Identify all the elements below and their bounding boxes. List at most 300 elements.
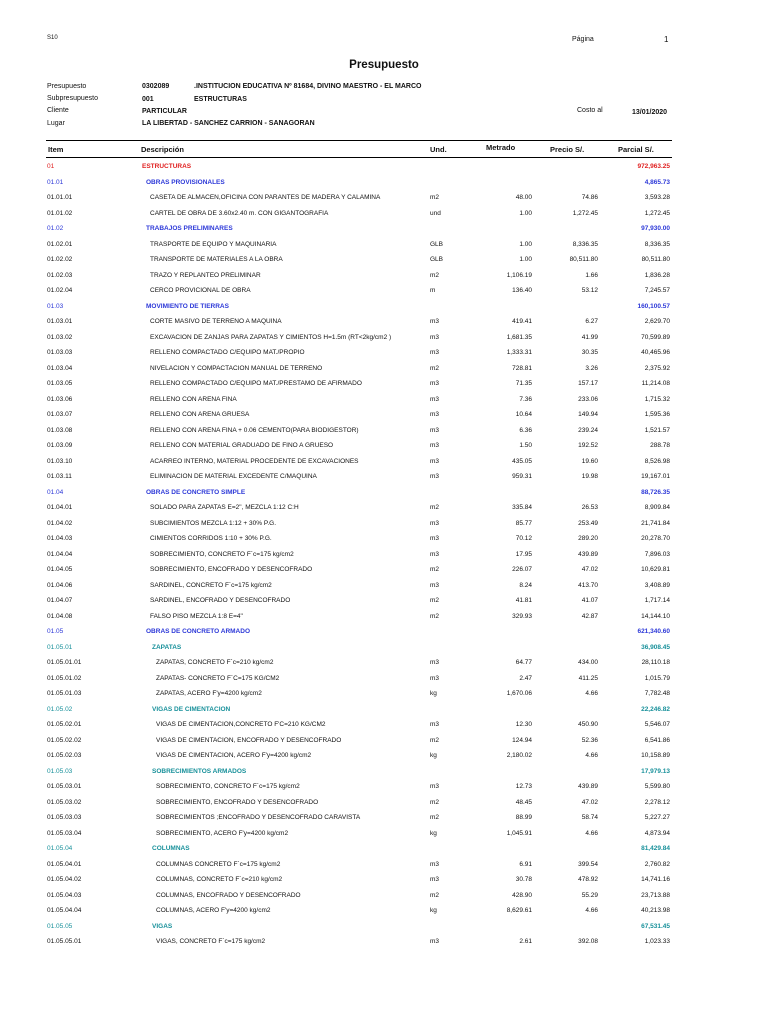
item-cell: 01.05.03 (47, 767, 73, 775)
item-cell: 01.04.03 (47, 535, 73, 542)
description-cell: SARDINEL, ENCOFRADO Y DESENCOFRADO (150, 597, 291, 604)
table-row (0, 315, 768, 331)
table-row (0, 904, 768, 920)
item-cell: 01.01.01 (47, 194, 73, 201)
table-row (0, 594, 768, 610)
precio-cell: 192.52 (578, 442, 598, 449)
precio-cell: 392.08 (578, 938, 598, 945)
unit-cell: m3 (430, 411, 440, 418)
precio-cell: 41.07 (581, 597, 598, 604)
parcial-cell: 22,246.82 (641, 705, 670, 713)
unit-cell: m3 (430, 442, 440, 449)
item-cell: 01.03.01 (47, 318, 73, 325)
parcial-cell: 20,278.70 (641, 535, 670, 542)
table-row (0, 284, 768, 300)
precio-cell: 53.12 (581, 287, 598, 294)
unit-cell: m (430, 287, 436, 294)
table-row (0, 780, 768, 796)
description-cell: COLUMNAS, CONCRETO F´c=210 kg/cm2 (156, 876, 283, 883)
parcial-cell: 4,865.73 (644, 178, 670, 186)
presupuesto-label: Presupuesto (47, 83, 87, 90)
item-cell: 01.01 (47, 178, 64, 186)
metrado-cell: 1,670.06 (506, 690, 532, 697)
item-cell: 01.05.02.02 (47, 736, 82, 744)
col-und: Und. (430, 145, 447, 154)
page-label: Página (572, 36, 594, 43)
precio-cell: 8,336.35 (572, 240, 598, 248)
parcial-cell: 1,715.32 (644, 395, 670, 403)
item-cell: 01.03.08 (47, 426, 73, 434)
table-row (0, 377, 768, 393)
table-row (0, 656, 768, 672)
unit-cell: m3 (430, 721, 440, 728)
item-cell: 01.02.03 (47, 271, 73, 279)
precio-cell: 4.66 (585, 829, 598, 837)
unit-cell: m2 (430, 798, 440, 806)
system-code: S10 (47, 35, 58, 41)
unit-cell: und (430, 209, 441, 217)
table-row (0, 455, 768, 471)
parcial-cell: 1,023.33 (644, 938, 670, 945)
cliente-value: PARTICULAR (142, 108, 187, 115)
parcial-cell: 10,629.81 (641, 566, 670, 573)
precio-cell: 30.35 (581, 349, 598, 356)
parcial-cell: 1,015.79 (644, 674, 670, 682)
unit-cell: m3 (430, 674, 440, 682)
precio-cell: 47.02 (581, 798, 598, 806)
item-cell: 01.04 (47, 488, 64, 496)
item-cell: 01.02.02 (47, 256, 73, 263)
unit-cell: GLB (430, 256, 444, 263)
table-row (0, 935, 768, 951)
precio-cell: 4.66 (585, 907, 598, 914)
parcial-cell: 1,836.28 (644, 271, 670, 279)
parcial-cell: 81,429.84 (641, 845, 670, 852)
item-cell: 01 (47, 163, 55, 170)
parcial-cell: 1,595.36 (644, 411, 670, 418)
description-cell: SOBRECIMIENTOS ;ENCOFRADO Y DESENCOFRADO CARAVISTA (156, 814, 361, 821)
description-cell: SOBRECIMIENTO, ENCOFRADO Y DESENCOFRADO (156, 798, 319, 806)
item-cell: 01.05.02 (47, 705, 73, 713)
description-cell: CARTEL DE OBRA DE 3.60x2.40 m. CON GIGANTOGRAFIA (150, 209, 329, 217)
description-cell: OBRAS PROVISIONALES (146, 178, 225, 186)
item-cell: 01.05.04.03 (47, 891, 82, 899)
description-cell: RELLENO CON ARENA GRUESA (150, 411, 250, 418)
costo-date: 13/01/2020 (632, 109, 668, 116)
table-row (0, 610, 768, 626)
item-cell: 01.05.04.01 (47, 860, 82, 868)
parcial-cell: 40,465.96 (641, 349, 670, 356)
metrado-cell: 12.73 (515, 783, 532, 790)
unit-cell: m2 (430, 364, 440, 372)
lugar-label: Lugar (47, 120, 65, 127)
description-cell: OBRAS DE CONCRETO SIMPLE (146, 488, 246, 496)
parcial-cell: 160,100.57 (637, 302, 670, 310)
item-cell: 01.05.01.02 (47, 674, 82, 682)
description-cell: COLUMNAS, ENCOFRADO Y DESENCOFRADO (156, 891, 301, 899)
unit-cell: m3 (430, 659, 440, 666)
parcial-cell: 2,760.82 (644, 860, 670, 868)
description-cell: ZAPATAS (152, 643, 182, 651)
table-row (0, 424, 768, 440)
table-row (0, 718, 768, 734)
unit-cell: m2 (430, 612, 440, 620)
table-row (0, 687, 768, 703)
metrado-cell: 64.77 (515, 659, 532, 666)
precio-cell: 55.29 (581, 891, 598, 899)
precio-cell: 239.24 (578, 426, 598, 434)
precio-cell: 74.86 (581, 194, 598, 201)
unit-cell: m2 (430, 194, 440, 201)
table-row (0, 579, 768, 595)
precio-cell: 233.06 (578, 395, 598, 403)
item-cell: 01.05.04 (47, 845, 73, 852)
parcial-cell: 3,408.89 (644, 581, 670, 589)
col-parcial: Parcial S/. (618, 145, 654, 154)
description-cell: VIGAS DE CIMENTACION (152, 705, 231, 713)
parcial-cell: 23,713.88 (641, 891, 670, 899)
parcial-cell: 972,963.25 (637, 163, 670, 170)
item-cell: 01.04.05 (47, 566, 73, 573)
unit-cell: kg (430, 829, 437, 837)
presupuesto-code: 0302089 (142, 83, 170, 90)
table-row (0, 346, 768, 362)
precio-cell: 41.99 (581, 333, 598, 341)
table-row (0, 811, 768, 827)
precio-cell: 19.98 (581, 473, 598, 480)
unit-cell: m2 (430, 891, 440, 899)
table-row (0, 486, 768, 502)
description-cell: SARDINEL, CONCRETO F´c=175 kg/cm2 (150, 581, 272, 589)
parcial-cell: 2,278.12 (644, 798, 670, 806)
table-row (0, 501, 768, 517)
metrado-cell: 85.77 (515, 519, 532, 527)
table-row (0, 749, 768, 765)
description-cell: ELIMINACION DE MATERIAL EXCEDENTE C/MAQUINA (150, 473, 317, 480)
table-row (0, 160, 768, 176)
metrado-cell: 1,045.91 (506, 829, 532, 837)
item-cell: 01.02.01 (47, 240, 73, 248)
item-cell: 01.03.06 (47, 395, 73, 403)
table-row (0, 703, 768, 719)
unit-cell: m3 (430, 333, 440, 341)
description-cell: RELLENO CON ARENA FINA (150, 395, 237, 403)
description-cell: NIVELACION Y COMPACTACION MANUAL DE TERRENO (150, 364, 323, 372)
description-cell: SOBRECIMIENTOS ARMADOS (152, 767, 247, 775)
parcial-cell: 4,873.94 (644, 829, 670, 837)
col-descripcion: Descripción (141, 145, 184, 154)
parcial-cell: 14,144.10 (641, 612, 670, 620)
metrado-cell: 41.81 (515, 597, 532, 604)
parcial-cell: 2,629.70 (644, 318, 670, 325)
metrado-cell: 1.50 (519, 442, 532, 449)
parcial-cell: 10,158.89 (641, 752, 670, 759)
item-cell: 01.03.02 (47, 333, 73, 341)
item-cell: 01.03.05 (47, 380, 73, 387)
table-row (0, 858, 768, 874)
parcial-cell: 7,245.57 (644, 287, 670, 294)
description-cell: VIGAS DE CIMENTACION,CONCRETO F'C=210 KG/CM2 (156, 721, 326, 728)
precio-cell: 399.54 (578, 860, 598, 868)
table-row (0, 672, 768, 688)
metrado-cell: 7.36 (519, 395, 532, 403)
precio-cell: 434.00 (578, 659, 598, 666)
precio-cell: 478.92 (578, 876, 598, 883)
table-row (0, 734, 768, 750)
metrado-cell: 435.05 (512, 457, 532, 465)
description-cell: RELLENO CON ARENA FINA + 0.06 CEMENTO(PARA BIODIGESTOR) (150, 426, 359, 434)
table-row (0, 253, 768, 269)
parcial-cell: 28,110.18 (641, 659, 670, 666)
table-row (0, 269, 768, 285)
parcial-cell: 80,511.80 (641, 256, 670, 263)
precio-cell: 4.66 (585, 752, 598, 759)
cliente-label: Cliente (47, 107, 69, 114)
parcial-cell: 7,896.03 (644, 550, 670, 558)
item-cell: 01.02.04 (47, 287, 73, 294)
parcial-cell: 67,531.45 (641, 922, 670, 930)
item-cell: 01.05.03.03 (47, 814, 82, 821)
parcial-cell: 1,717.14 (644, 597, 670, 604)
description-cell: SOBRECIMIENTO, ACERO F'y=4200 kg/cm2 (156, 829, 289, 837)
description-cell: COLUMNAS, ACERO F'y=4200 kg/cm2 (156, 907, 271, 914)
metrado-cell: 2.61 (519, 938, 532, 945)
parcial-cell: 17,979.13 (641, 767, 670, 775)
unit-cell: m3 (430, 395, 440, 403)
document-title: Presupuesto (349, 59, 419, 71)
item-cell: 01.05.01.01 (47, 659, 82, 666)
precio-cell: 439.89 (578, 783, 598, 790)
table-row (0, 796, 768, 812)
subpresupuesto-name: ESTRUCTURAS (194, 96, 247, 103)
unit-cell: kg (430, 690, 437, 697)
description-cell: ACARREO INTERNO, MATERIAL PROCEDENTE DE EXCAVACIONES (150, 457, 359, 465)
description-cell: SOLADO PARA ZAPATAS E=2", MEZCLA 1:12 C:H (150, 504, 299, 511)
metrado-cell: 419.41 (512, 318, 532, 325)
item-cell: 01.04.08 (47, 612, 73, 620)
table-row (0, 238, 768, 254)
precio-cell: 26.53 (581, 504, 598, 511)
metrado-cell: 335.84 (512, 504, 532, 511)
description-cell: SOBRECIMIENTO, ENCOFRADO Y DESENCOFRADO (150, 566, 313, 573)
parcial-cell: 14,741.16 (641, 876, 670, 883)
table-row (0, 842, 768, 858)
parcial-cell: 36,908.45 (641, 643, 670, 651)
unit-cell: kg (430, 752, 437, 759)
metrado-cell: 124.94 (512, 736, 532, 744)
unit-cell: m3 (430, 535, 440, 542)
metrado-cell: 17.95 (515, 550, 532, 558)
item-cell: 01.04.06 (47, 581, 73, 589)
precio-cell: 6.27 (585, 318, 598, 325)
metrado-cell: 48.00 (515, 194, 532, 201)
parcial-cell: 5,599.80 (644, 783, 670, 790)
metrado-cell: 2.47 (519, 674, 532, 682)
parcial-cell: 2,375.92 (644, 364, 670, 372)
item-cell: 01.01.02 (47, 209, 73, 217)
item-cell: 01.04.07 (47, 597, 73, 604)
table-row (0, 207, 768, 223)
table-row (0, 362, 768, 378)
table-row (0, 222, 768, 238)
item-cell: 01.05.03.02 (47, 798, 82, 806)
table-row (0, 563, 768, 579)
description-cell: TRAZO Y REPLANTEO PRELIMINAR (150, 271, 261, 279)
unit-cell: kg (430, 907, 437, 914)
metrado-cell: 71.35 (515, 380, 532, 387)
description-cell: OBRAS DE CONCRETO ARMADO (146, 628, 251, 635)
metrado-cell: 8,629.61 (506, 907, 532, 914)
lugar-value: LA LIBERTAD - SANCHEZ CARRION - SANAGORAN (142, 120, 315, 127)
description-cell: TRABAJOS PRELIMINARES (146, 225, 233, 232)
parcial-cell: 621,340.60 (637, 628, 670, 635)
col-precio: Precio S/. (550, 145, 585, 154)
unit-cell: m3 (430, 783, 440, 790)
precio-cell: 1.66 (585, 271, 598, 279)
unit-cell: m3 (430, 550, 440, 558)
item-cell: 01.05.03.01 (47, 783, 82, 790)
precio-cell: 1,272.45 (572, 209, 598, 217)
description-cell: SUBCIMIENTOS MEZCLA 1:12 + 30% P.G. (150, 519, 277, 527)
precio-cell: 411.25 (578, 674, 598, 682)
description-cell: SOBRECIMIENTO, CONCRETO F´c=175 kg/cm2 (150, 550, 294, 558)
unit-cell: m3 (430, 581, 440, 589)
precio-cell: 58.74 (581, 814, 598, 821)
precio-cell: 439.89 (578, 550, 598, 558)
precio-cell: 149.94 (578, 411, 598, 418)
item-cell: 01.03.07 (47, 411, 73, 418)
parcial-cell: 19,167.01 (641, 473, 670, 480)
description-cell: VIGAS DE CIMENTACION, ENCOFRADO Y DESENCOFRADO (156, 736, 342, 744)
description-cell: COLUMNAS CONCRETO F´c=175 kg/cm2 (156, 860, 281, 868)
page-number: 1 (664, 35, 669, 44)
table-row (0, 517, 768, 533)
unit-cell: m2 (430, 504, 440, 511)
metrado-cell: 329.93 (512, 612, 532, 620)
metrado-cell: 1.00 (519, 209, 532, 217)
parcial-cell: 11,214.08 (641, 380, 670, 387)
precio-cell: 3.26 (585, 364, 598, 372)
item-cell: 01.04.04 (47, 550, 73, 558)
parcial-cell: 70,599.89 (641, 333, 670, 341)
parcial-cell: 97,930.00 (641, 225, 670, 232)
item-cell: 01.04.02 (47, 519, 73, 527)
description-cell: VIGAS DE CIMENTACION, ACERO F'y=4200 kg/cm2 (156, 752, 312, 759)
costo-label: Costo al (577, 107, 603, 114)
parcial-cell: 5,227.27 (644, 814, 670, 821)
table-row (0, 331, 768, 347)
description-cell: TRASPORTE DE EQUIPO Y MAQUINARIA (150, 240, 277, 248)
parcial-cell: 288.78 (650, 442, 670, 449)
table-row (0, 408, 768, 424)
item-cell: 01.03.04 (47, 364, 73, 372)
precio-cell: 4.66 (585, 690, 598, 697)
item-cell: 01.05.04.02 (47, 876, 82, 883)
item-cell: 01.04.01 (47, 504, 73, 511)
parcial-cell: 1,521.57 (644, 426, 670, 434)
col-item: Item (48, 145, 64, 154)
metrado-cell: 1,106.19 (506, 271, 532, 279)
metrado-cell: 1,333.31 (506, 349, 532, 356)
parcial-cell: 1,272.45 (644, 209, 670, 217)
table-row (0, 625, 768, 641)
metrado-cell: 12.30 (515, 721, 532, 728)
description-cell: ZAPATAS, CONCRETO F´c=210 kg/cm2 (156, 659, 274, 666)
metrado-cell: 1.00 (519, 240, 532, 248)
description-cell: CORTE MASIVO DE TERRENO A MAQUINA (150, 318, 282, 325)
item-cell: 01.03 (47, 302, 64, 310)
description-cell: CERCO PROVICIONAL DE OBRA (150, 287, 251, 294)
unit-cell: m3 (430, 519, 440, 527)
item-cell: 01.03.10 (47, 457, 73, 465)
unit-cell: m3 (430, 318, 440, 325)
table-row (0, 889, 768, 905)
item-cell: 01.03.09 (47, 442, 73, 449)
metrado-cell: 6.36 (519, 426, 532, 434)
description-cell: RELLENO COMPACTADO C/EQUIPO MAT./PROPIO (150, 349, 305, 356)
unit-cell: m3 (430, 426, 440, 434)
item-cell: 01.05.05 (47, 922, 73, 930)
metrado-cell: 959.31 (512, 473, 532, 480)
parcial-cell: 21,741.84 (641, 519, 670, 527)
budget-table (0, 160, 768, 951)
table-row (0, 765, 768, 781)
precio-cell: 47.02 (581, 566, 598, 573)
parcial-cell: 40,213.98 (641, 907, 670, 914)
item-cell: 01.05 (47, 628, 64, 635)
description-cell: RELLENO COMPACTADO C/EQUIPO MAT./PRESTAMO DE AFIRMADO (150, 380, 362, 387)
unit-cell: m2 (430, 597, 440, 604)
unit-cell: m3 (430, 473, 440, 480)
metrado-cell: 6.91 (519, 860, 532, 868)
item-cell: 01.05.04.04 (47, 907, 82, 914)
unit-cell: m2 (430, 566, 440, 573)
parcial-cell: 8,526.98 (644, 457, 670, 465)
parcial-cell: 8,336.35 (644, 240, 670, 248)
metrado-cell: 88.99 (515, 814, 532, 821)
description-cell: FALSO PISO MEZCLA 1:8 E=4" (150, 612, 243, 620)
description-cell: ESTRUCTURAS (142, 163, 192, 170)
metrado-cell: 30.78 (515, 876, 532, 883)
description-cell: TRANSPORTE DE MATERIALES A LA OBRA (150, 256, 283, 263)
table-row (0, 920, 768, 936)
subpresupuesto-label: Subpresupuesto (47, 95, 98, 102)
unit-cell: m3 (430, 349, 440, 356)
precio-cell: 42.87 (581, 612, 598, 620)
parcial-cell: 3,593.28 (644, 194, 670, 201)
unit-cell: GLB (430, 240, 444, 248)
precio-cell: 19.60 (581, 457, 598, 465)
parcial-cell: 5,546.07 (644, 721, 670, 728)
metrado-cell: 48.45 (515, 798, 532, 806)
unit-cell: m2 (430, 814, 440, 821)
metrado-cell: 10.64 (515, 411, 532, 418)
item-cell: 01.05.01 (47, 643, 73, 651)
description-cell: COLUMNAS (152, 845, 190, 852)
description-cell: EXCAVACION DE ZANJAS PARA ZAPATAS Y CIMIENTOS H=1.5m (RT<2kg/cm2 ) (150, 333, 392, 341)
description-cell: SOBRECIMIENTO, CONCRETO F´c=175 kg/cm2 (156, 783, 300, 790)
precio-cell: 157.17 (578, 380, 598, 387)
item-cell: 01.05.05.01 (47, 938, 82, 945)
precio-cell: 413.70 (578, 581, 598, 589)
description-cell: CASETA DE ALMACEN,OFICINA CON PARANTES DE MADERA Y CALAMINA (150, 194, 381, 201)
table-row (0, 532, 768, 548)
table-row (0, 548, 768, 564)
metrado-cell: 8.24 (519, 581, 532, 589)
metrado-cell: 428.90 (512, 891, 532, 899)
table-row (0, 176, 768, 192)
unit-cell: m2 (430, 271, 440, 279)
